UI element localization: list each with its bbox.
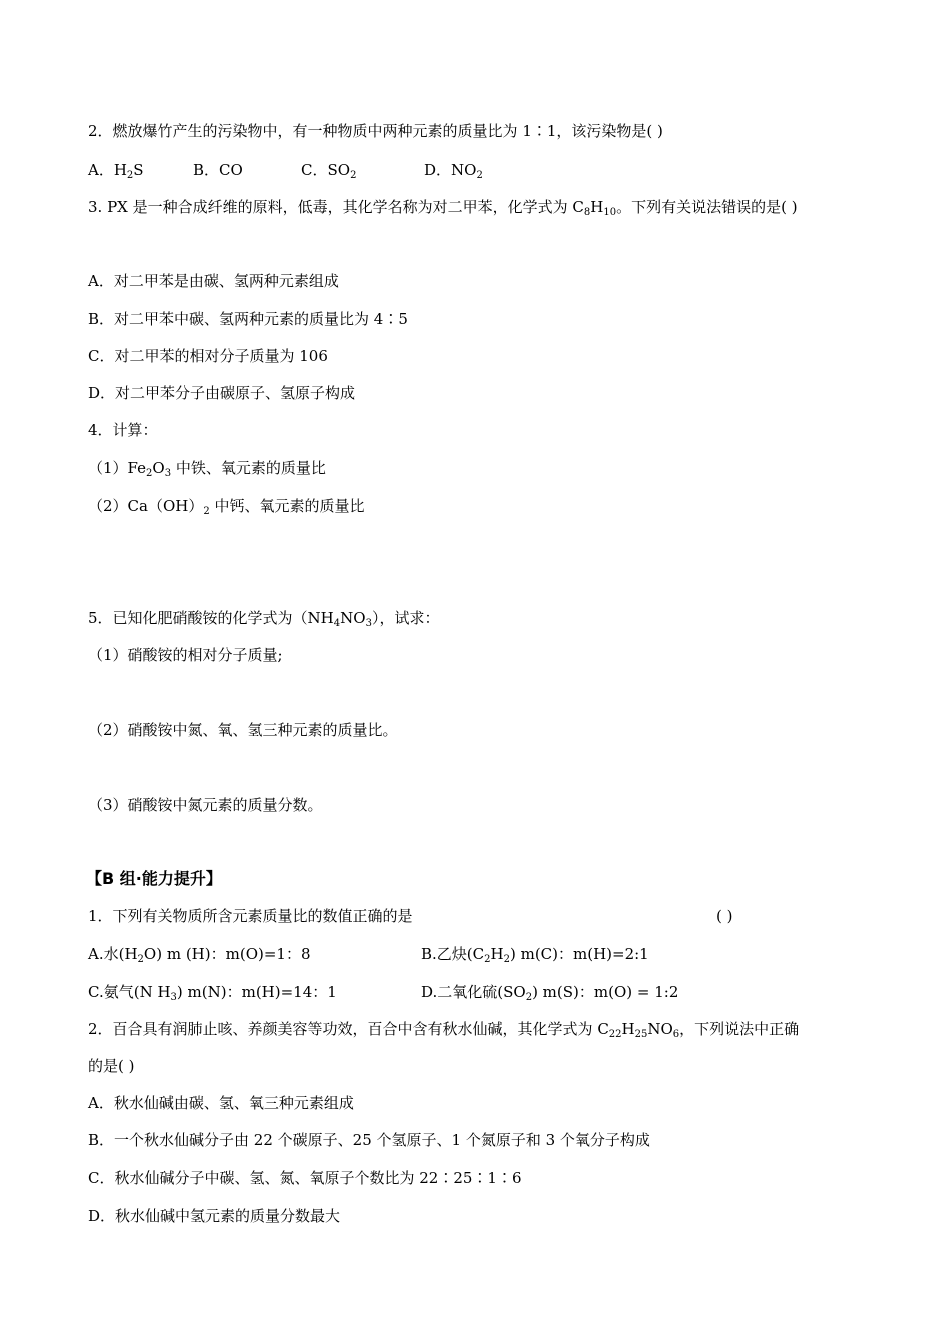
b1-answer-paren: ( )	[716, 907, 733, 925]
q5-part-2: （2）硝酸铵中氮、氧、氢三种元素的质量比。	[88, 721, 398, 739]
q2-option-c: C．$SO_2$	[301, 161, 357, 181]
section-b-title: 【B 组·能力提升】	[86, 869, 222, 888]
b1-option-c: C.氨气(N $H_3$) m(N)：m(H)=14：1	[88, 983, 337, 1003]
q2-option-d: D．$NO_2$	[424, 161, 483, 181]
b1-option-a: A.水$(H_2O)$ m (H)：m(O)=1：8	[88, 945, 311, 965]
b2-option-b: B．一个秋水仙碱分子由 22 个碳原子、25 个氢原子、1 个氮原子和 3 个氧分子构成	[88, 1131, 650, 1149]
q5-part-1: （1）硝酸铵的相对分子质量;	[88, 646, 283, 664]
q3-option-d: D．对二甲苯分子由碳原子、氢原子构成	[88, 384, 356, 402]
b2-stem: 2．百合具有润肺止咳、养颜美容等功效，百合中含有秋水仙碱，其化学式为 $C_{22}H_{25}NO_6$，下列说法中正确	[88, 1020, 800, 1040]
b1-stem: 1．下列有关物质所含元素质量比的数值正确的是	[88, 907, 413, 925]
q3-option-c: C．对二甲苯的相对分子质量为 106	[88, 347, 328, 365]
q3-option-a: A．对二甲苯是由碳、氢两种元素组成	[88, 272, 339, 290]
q3-stem: 3. PX 是一种合成纤维的原料，低毒，其化学名称为对二甲苯，化学式为 $C_8H_{10}$。下列有关说法错误的是( )	[88, 198, 798, 218]
b1-option-d: D.二氧化硫$(SO_2)$ m(S)：m(O) = 1:2	[421, 983, 679, 1003]
q2-option-a: A．$H_2S$	[88, 161, 144, 181]
b2-option-a: A．秋水仙碱由碳、氢、氧三种元素组成	[88, 1094, 354, 1112]
q4-part-2: $(2)Ca(OH)_2$ 中钙、氧元素的质量比	[88, 497, 365, 517]
q4-part-1: $(1)Fe_2O_3$ 中铁、氧元素的质量比	[88, 459, 326, 479]
q4-stem: 4．计算：	[88, 421, 158, 439]
q5-stem: 5．已知化肥硝酸铵的化学式为$(NH_4NO_3)$，试求：	[88, 609, 440, 629]
b2-option-d: D．秋水仙碱中氢元素的质量分数最大	[88, 1207, 341, 1225]
q2-option-b: B．CO	[193, 161, 243, 179]
b1-option-b: B.乙炔$(C_2H_2)$ m(C)：m(H)=2:1	[421, 945, 649, 965]
q2-stem: 2．燃放爆竹产生的污染物中，有一种物质中两种元素的质量比为 1∶1，该污染物是( )	[88, 122, 663, 140]
q5-part-3: （3）硝酸铵中氮元素的质量分数。	[88, 796, 323, 814]
q3-option-b: B．对二甲苯中碳、氢两种元素的质量比为 4∶5	[88, 310, 408, 328]
q2-options	[88, 160, 483, 181]
b2-stem-continued: 的是( )	[88, 1057, 135, 1075]
b2-option-c: C．秋水仙碱分子中碳、氢、氮、氧原子个数比为 22∶25∶1∶6	[88, 1169, 522, 1187]
